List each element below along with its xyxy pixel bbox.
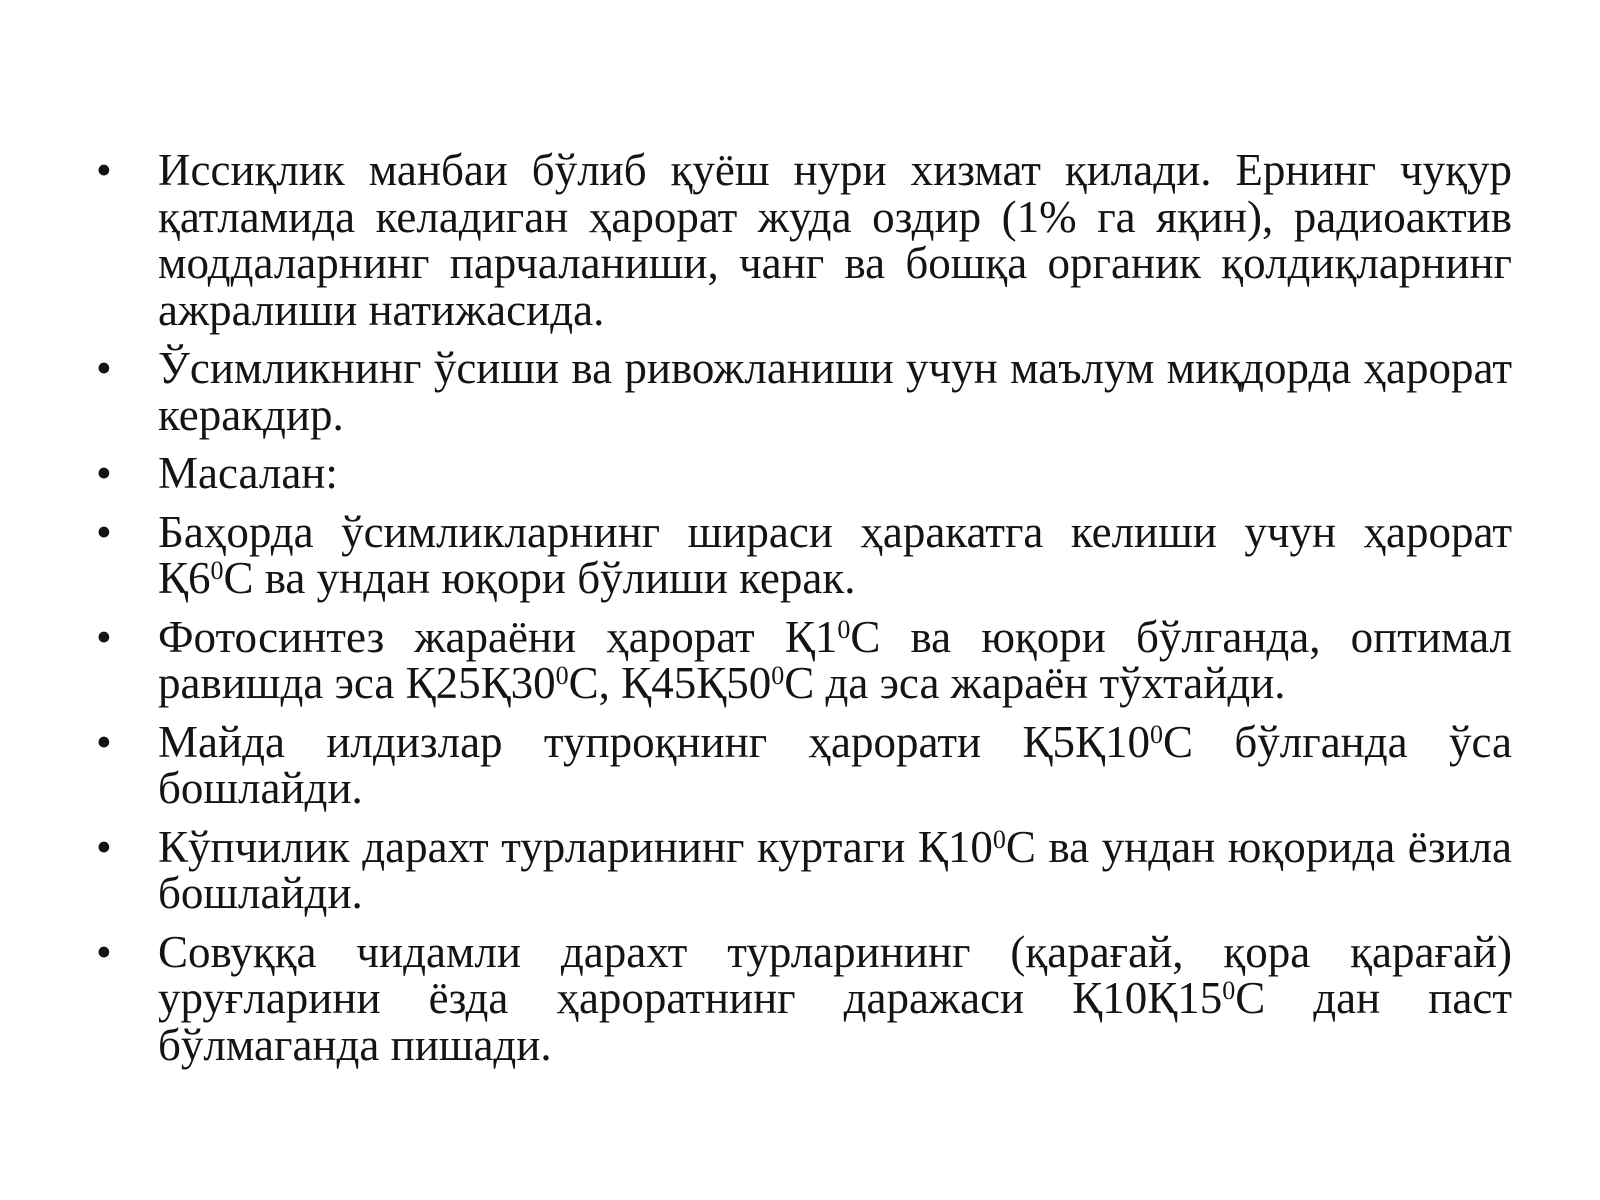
bullet-item bbox=[96, 450, 1512, 497]
superscript-degree: 0 bbox=[1222, 976, 1236, 1005]
text-segment: С дан паст бўлмаганда пишади. bbox=[158, 973, 1524, 1070]
text-segment: С, Қ45Қ50 bbox=[568, 658, 772, 708]
superscript-degree: 0 bbox=[555, 661, 569, 690]
text-segment: Фотосинтез жараёни ҳарорат Қ1 bbox=[158, 611, 838, 662]
bullet-text bbox=[158, 717, 1523, 814]
superscript-degree: 0 bbox=[771, 661, 785, 690]
bullet-marker: • bbox=[96, 926, 112, 977]
bullet-text bbox=[158, 927, 1523, 1070]
bullet-item bbox=[96, 611, 1524, 708]
bullet-item bbox=[96, 821, 1524, 918]
bullet-text bbox=[158, 343, 1523, 440]
text-segment: Майда илдизлар тупроқнинг ҳарорати Қ5Қ10 bbox=[158, 716, 1150, 767]
bullet-marker: • bbox=[96, 716, 112, 767]
bullet-list bbox=[96, 145, 1524, 1080]
text-segment: С ва юқори бўлганда, оптимал равишда эса Қ25Қ30 bbox=[158, 611, 1524, 708]
superscript-degree: 0 bbox=[210, 556, 224, 585]
superscript-degree: 0 bbox=[992, 824, 1006, 854]
bullet-marker: • bbox=[96, 145, 112, 195]
bullet-marker: • bbox=[96, 611, 112, 662]
text-segment: Баҳорда ўсимликларнинг шираси ҳаракатга келиши учун ҳарорат Қ6 bbox=[158, 506, 1524, 603]
bullet-text bbox=[158, 448, 338, 498]
text-segment: Иссиқлик манбаи бўлиб қуёш нури хизмат қилади. Ернинг чуқур қатламида келадиган ҳарорат жуда оздир (1% га яқин), радиоактив моддаларнинг парчаланиши, чанг ва бошқа органик қолдиқларнинг ажралиши натижасида. bbox=[158, 145, 1524, 335]
text-segment: Ўсимликнинг ўсиши ва ривожланиши учун маълум миқдорда ҳарорат керакдир. bbox=[158, 343, 1524, 440]
bullet-item bbox=[96, 343, 1524, 440]
text-segment: Совуққа чидамли дарахт турларининг (қарағай, қора қарағай) уруғларини ёзда ҳароратнинг даражаси Қ10Қ15 bbox=[158, 926, 1524, 1023]
text-segment: Масалан: bbox=[158, 448, 338, 498]
bullet-marker: • bbox=[96, 343, 112, 393]
text-segment: С да эса жараён тўхтайди. bbox=[784, 658, 1286, 708]
bullet-marker: • bbox=[96, 821, 112, 872]
bullet-text bbox=[158, 145, 1523, 335]
bullet-marker: • bbox=[96, 506, 112, 557]
superscript-degree: 0 bbox=[1149, 719, 1163, 749]
text-segment: С бўлганда ўса бошлайди. bbox=[158, 716, 1524, 813]
bullet-item bbox=[96, 145, 1524, 335]
text-segment: С ва ундан юқорида ёзила бошлайди. bbox=[158, 821, 1524, 918]
text-segment: С ва ундан юқори бўлиши керак. bbox=[223, 553, 856, 603]
bullet-marker: • bbox=[96, 448, 112, 498]
text-segment: Кўпчилик дарахт турларининг куртаги Қ10 bbox=[158, 821, 993, 872]
superscript-degree: 0 bbox=[837, 614, 851, 644]
bullet-text bbox=[158, 612, 1523, 709]
bullet-text bbox=[158, 507, 1523, 604]
bullet-item bbox=[96, 506, 1524, 603]
bullet-item bbox=[96, 926, 1524, 1070]
bullet-text bbox=[158, 822, 1523, 919]
bullet-item bbox=[96, 716, 1524, 813]
